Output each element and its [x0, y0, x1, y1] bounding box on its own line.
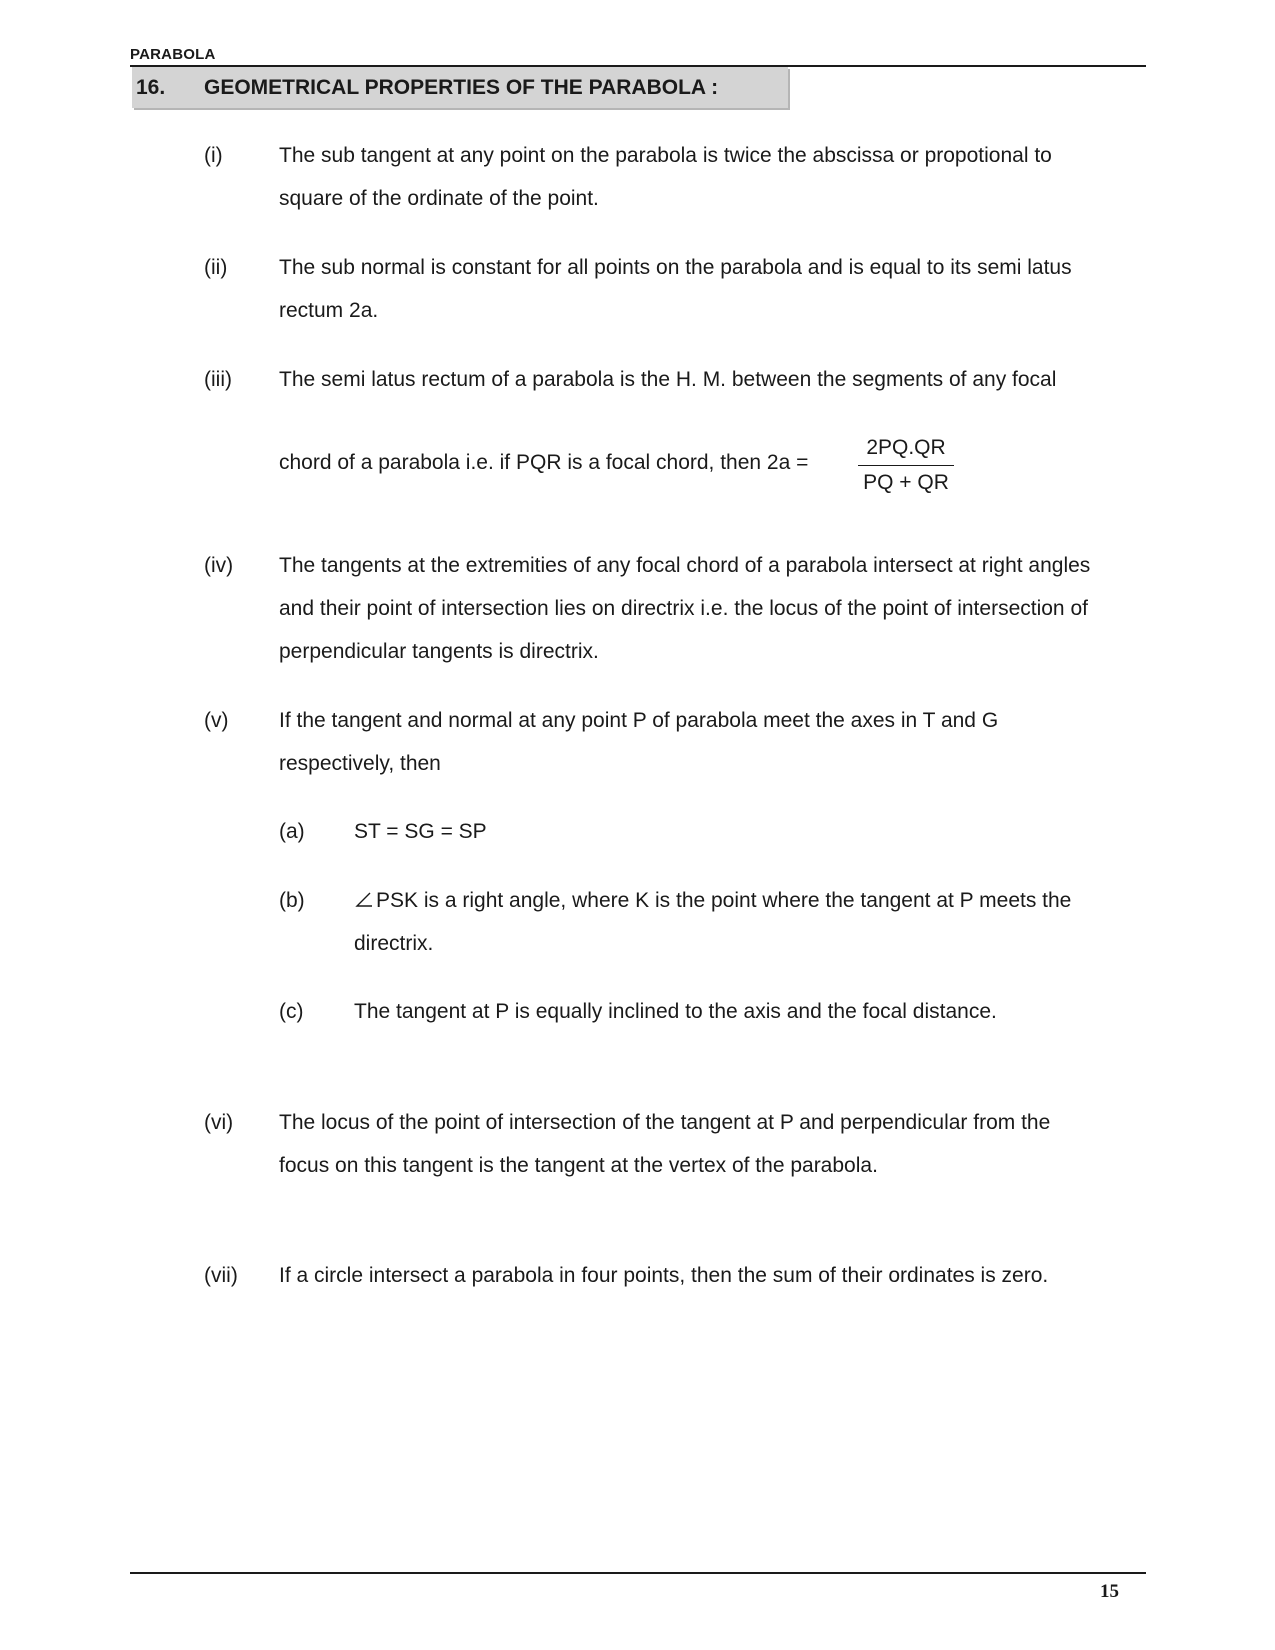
fraction-numerator: 2PQ.QR	[866, 436, 946, 459]
bottom-rule	[130, 1572, 1146, 1574]
item-text-line: If a circle intersect a parabola in four points, then the sum of their ordinates is zero.	[279, 1264, 1049, 1287]
item-text-line: focus on this tangent is the tangent at the vertex of the parabola.	[279, 1154, 878, 1177]
subitem-number: (b)	[279, 889, 305, 912]
section-title: GEOMETRICAL PROPERTIES OF THE PARABOLA :	[204, 76, 719, 99]
item-text-line: square of the ordinate of the point.	[279, 187, 599, 210]
item-text-line: rectum 2a.	[279, 299, 379, 322]
subitem-number: (c)	[279, 1000, 304, 1023]
item-number: (vii)	[204, 1264, 238, 1287]
harmonic-mean-fraction	[858, 436, 954, 495]
item-text-line: The sub tangent at any point on the parabola is twice the abscissa or propotional to	[279, 144, 1052, 167]
subitem-text-line: The tangent at P is equally inclined to the axis and the focal distance.	[354, 1000, 997, 1023]
item-text-line: The tangents at the extremities of any focal chord of a parabola intersect at right angles	[279, 554, 1091, 577]
item-number: (iv)	[204, 554, 234, 577]
subitem-text-line: ST = SG = SP	[354, 820, 487, 843]
item-text-line: respectively, then	[279, 752, 441, 775]
item-text-line: chord of a parabola i.e. if PQR is a focal chord, then 2a =	[279, 451, 809, 474]
running-head: PARABOLA	[130, 46, 216, 63]
subitem-text-row	[354, 889, 1071, 913]
item-number: (ii)	[204, 256, 228, 279]
item-text-line: and their point of intersection lies on directrix i.e. the locus of the point of intersection of	[279, 597, 1088, 620]
item-text-line: The locus of the point of intersection of the tangent at P and perpendicular from the	[279, 1111, 1051, 1134]
item-number: (i)	[204, 144, 223, 167]
angle-icon	[354, 891, 374, 909]
section-number: 16.	[136, 76, 166, 99]
item-text-line: The sub normal is constant for all points on the parabola and is equal to its semi latus	[279, 256, 1072, 279]
page-number: 15	[1100, 1581, 1119, 1602]
subitem-text-line: PSK is a right angle, where K is the point where the tangent at P meets the	[376, 889, 1072, 912]
item-number: (v)	[204, 709, 229, 732]
item-text-line: perpendicular tangents is directrix.	[279, 640, 599, 663]
item-text-line: The semi latus rectum of a parabola is the H. M. between the segments of any focal	[279, 368, 1057, 391]
subitem-number: (a)	[279, 820, 305, 843]
item-number: (vi)	[204, 1111, 234, 1134]
fraction-denominator: PQ + QR	[863, 471, 949, 494]
subitem-text-line: directrix.	[354, 932, 434, 955]
item-number: (iii)	[204, 368, 232, 391]
item-text-line: If the tangent and normal at any point P of parabola meet the axes in T and G	[279, 709, 999, 732]
